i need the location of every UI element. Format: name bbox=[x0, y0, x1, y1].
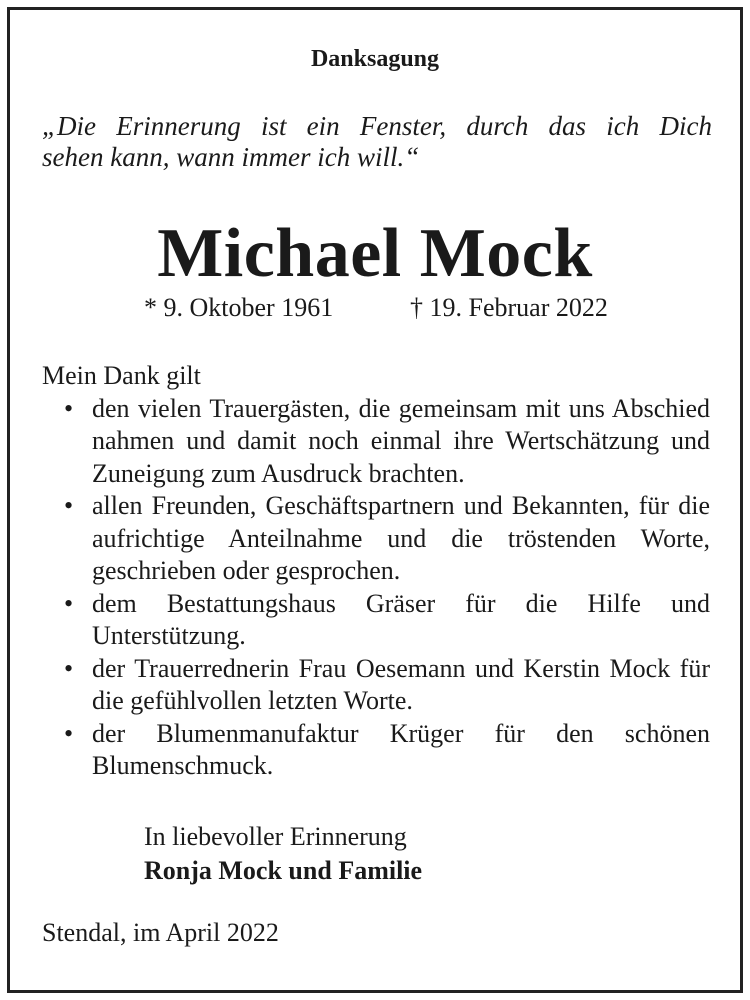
signoff bbox=[144, 820, 422, 888]
death-date: † 19. Februar 2022 bbox=[410, 293, 608, 322]
thanks-list bbox=[42, 393, 710, 783]
list-item-text: dem Bestattungshaus Gräser für die Hilfe und Unterstützung. bbox=[92, 588, 710, 650]
list-item-text: den vielen Trauergästen, die gemeinsam mit uns Abschied nahmen und damit noch einmal ihre Wertschätzung und Zuneigung zum Ausdruck brachten. bbox=[92, 393, 710, 488]
list-item-text: allen Freunden, Geschäftspartnern und Bekannten, für die aufrichtige Anteilnahme und die tröstenden Worte, geschrieben oder gesprochen. bbox=[92, 491, 710, 585]
notice-heading: Danksagung bbox=[310, 46, 440, 72]
bullet-icon: • bbox=[64, 491, 74, 520]
list-item bbox=[42, 653, 710, 718]
list-item-text: der Blumenmanufaktur Krüger für den schönen Blumenschmuck. bbox=[92, 718, 710, 780]
quote-line-1: „Die Erinnerung ist ein Fenster, durch das ich Dich bbox=[42, 111, 712, 141]
thanks-section bbox=[42, 360, 710, 783]
bullet-icon: • bbox=[64, 718, 74, 748]
deceased-name: Michael Mock bbox=[157, 215, 593, 292]
bullet-icon: • bbox=[64, 588, 74, 618]
bullet-icon: • bbox=[64, 653, 74, 683]
quote-line-2: sehen kann, wann immer ich will.“ bbox=[42, 142, 420, 172]
thanks-intro: Mein Dank gilt bbox=[42, 361, 201, 390]
list-item bbox=[42, 588, 710, 653]
signoff-line: In liebevoller Erinnerung bbox=[144, 822, 407, 851]
list-item bbox=[42, 718, 710, 783]
memorial-quote bbox=[42, 111, 712, 173]
list-item-text: der Trauerrednerin Frau Oesemann und Kerstin Mock für die gefühlvollen letzten Worte. bbox=[92, 653, 710, 715]
family-signature: Ronja Mock und Familie bbox=[144, 856, 423, 885]
place-date: Stendal, im April 2022 bbox=[42, 918, 279, 947]
bullet-icon: • bbox=[64, 393, 74, 423]
list-item bbox=[42, 490, 710, 588]
list-item bbox=[42, 393, 710, 491]
birth-date: * 9. Oktober 1961 bbox=[144, 293, 334, 322]
